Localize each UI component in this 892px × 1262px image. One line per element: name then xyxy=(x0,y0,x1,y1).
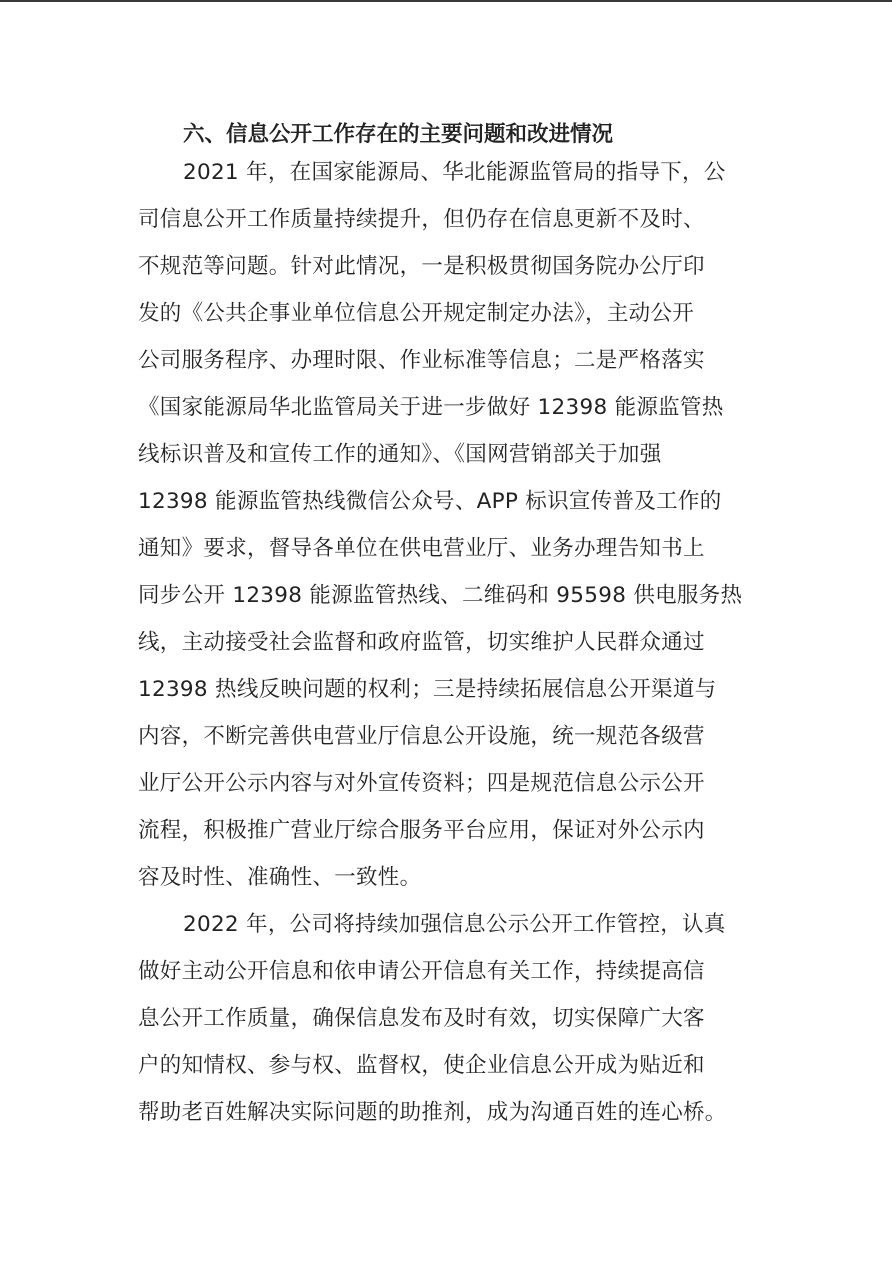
paragraph-1-line-10: 同步公开 12398 能源监管热线、二维码和 95598 供电服务热 xyxy=(138,583,743,608)
paragraph-1-line-9: 通知》要求，督导各单位在供电营业厅、业务办理告知书上 xyxy=(138,536,705,561)
paragraph-1-line-2: 司信息公开工作质量持续提升，但仍存在信息更新不及时、 xyxy=(138,207,705,232)
paragraph-1-line-4: 发的《公共企事业单位信息公开规定制定办法》，主动公开 xyxy=(138,301,695,326)
paragraph-1-line-13: 内容，不断完善供电营业厅信息公开设施，统一规范各级营 xyxy=(138,724,705,749)
section-heading: 六、信息公开工作存在的主要问题和改进情况 xyxy=(183,122,614,147)
paragraph-1-line-5: 公司服务程序、办理时限、作业标准等信息；二是严格落实 xyxy=(138,348,705,373)
paragraph-2-line-4: 户的知情权、参与权、监督权，使企业信息公开成为贴近和 xyxy=(138,1053,705,1078)
paragraph-1-line-16: 容及时性、准确性、一致性。 xyxy=(138,865,422,890)
paragraph-1-line-12: 12398 热线反映问题的权利；三是持续拓展信息公开渠道与 xyxy=(138,677,717,702)
top-border xyxy=(0,0,892,2)
paragraph-1-line-11: 线，主动接受社会监督和政府监管，切实维护人民群众通过 xyxy=(138,630,705,655)
paragraph-2-line-3: 息公开工作质量，确保信息发布及时有效，切实保障广大客 xyxy=(138,1006,705,1031)
paragraph-1-line-8: 12398 能源监管热线微信公众号、APP 标识宣传普及工作的 xyxy=(138,489,722,514)
paragraph-2-line-2: 做好主动公开信息和依申请公开信息有关工作，持续提高信 xyxy=(138,959,705,984)
paragraph-1-line-6: 《国家能源局华北监管局关于进一步做好 12398 能源监管热 xyxy=(138,395,724,420)
paragraph-1-line-14: 业厅公开公示内容与对外宣传资料；四是规范信息公示公开 xyxy=(138,771,705,796)
paragraph-2-line-1: 2022 年，公司将持续加强信息公示公开工作管控，认真 xyxy=(183,912,726,937)
paragraph-1-line-7: 线标识普及和宣传工作的通知》、《国网营销部关于加强 xyxy=(138,442,662,467)
paragraph-2-line-5: 帮助老百姓解决实际问题的助推剂，成为沟通百姓的连心桥。 xyxy=(138,1100,727,1125)
paragraph-1-line-1: 2021 年，在国家能源局、华北能源监管局的指导下，公 xyxy=(183,160,726,185)
paragraph-1-line-15: 流程，积极推广营业厅综合服务平台应用，保证对外公示内 xyxy=(138,818,705,843)
paragraph-1-line-3: 不规范等问题。针对此情况，一是积极贯彻国务院办公厅印 xyxy=(138,254,705,279)
